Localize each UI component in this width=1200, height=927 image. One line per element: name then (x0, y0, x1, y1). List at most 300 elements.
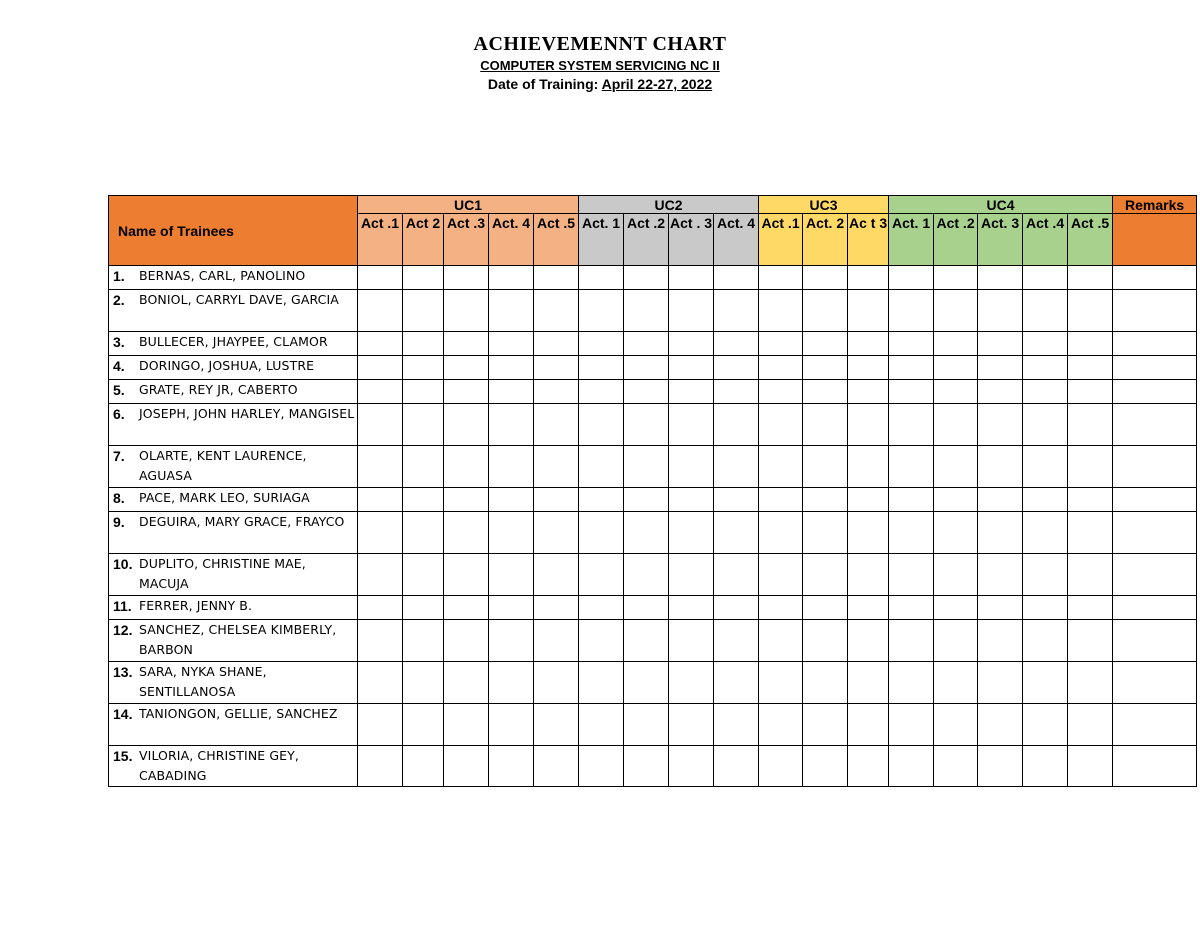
score-cell[interactable] (534, 620, 579, 662)
uc4-act-5-header: Act .5 (1068, 214, 1113, 266)
score-cell[interactable] (489, 488, 534, 512)
score-cell[interactable] (803, 704, 848, 746)
score-cell[interactable] (714, 404, 759, 446)
score-cell[interactable] (579, 332, 624, 356)
score-cell[interactable] (403, 512, 444, 554)
score-cell[interactable] (534, 446, 579, 488)
score-cell[interactable] (1068, 704, 1113, 746)
trainee-name-cell (109, 488, 358, 512)
score-cell[interactable] (1068, 356, 1113, 380)
score-cell[interactable] (759, 446, 803, 488)
score-cell[interactable] (1023, 746, 1068, 787)
score-cell[interactable] (889, 380, 934, 404)
score-cell[interactable] (444, 356, 489, 380)
score-cell[interactable] (669, 512, 714, 554)
score-cell[interactable] (1068, 596, 1113, 620)
score-cell[interactable] (889, 620, 934, 662)
score-cell[interactable] (889, 332, 934, 356)
score-cell[interactable] (714, 266, 759, 290)
score-cell[interactable] (803, 380, 848, 404)
score-cell[interactable] (624, 356, 669, 380)
score-cell[interactable] (714, 704, 759, 746)
score-cell[interactable] (714, 662, 759, 704)
trainee-name: DORINGO, JOSHUA, LUSTRE (139, 358, 315, 373)
score-cell[interactable] (534, 704, 579, 746)
score-cell[interactable] (803, 356, 848, 380)
score-cell[interactable] (714, 356, 759, 380)
score-cell[interactable] (978, 404, 1023, 446)
score-cell[interactable] (579, 266, 624, 290)
trainee-name: OLARTE, KENT LAURENCE, AGUASA (139, 448, 307, 483)
score-cell[interactable] (759, 704, 803, 746)
score-cell[interactable] (403, 488, 444, 512)
score-cell[interactable] (579, 554, 624, 596)
score-cell[interactable] (978, 746, 1023, 787)
score-cell[interactable] (934, 446, 978, 488)
score-cell[interactable] (759, 596, 803, 620)
score-cell[interactable] (403, 290, 444, 332)
score-cell[interactable] (978, 332, 1023, 356)
remarks-cell[interactable] (1113, 554, 1197, 596)
score-cell[interactable] (444, 512, 489, 554)
remarks-cell[interactable] (1113, 704, 1197, 746)
score-cell[interactable] (1068, 662, 1113, 704)
score-cell[interactable] (669, 662, 714, 704)
trainee-name-cell (109, 746, 358, 787)
score-cell[interactable] (889, 404, 934, 446)
score-cell[interactable] (848, 332, 889, 356)
trainee-name: SARA, NYKA SHANE, SENTILLANOSA (139, 664, 267, 699)
score-cell[interactable] (534, 596, 579, 620)
score-cell[interactable] (358, 290, 403, 332)
remarks-cell[interactable] (1113, 446, 1197, 488)
score-cell[interactable] (579, 620, 624, 662)
trainee-name-cell (109, 446, 358, 488)
score-cell[interactable] (978, 446, 1023, 488)
score-cell[interactable] (714, 620, 759, 662)
score-cell[interactable] (669, 380, 714, 404)
score-cell[interactable] (978, 512, 1023, 554)
score-cell[interactable] (403, 554, 444, 596)
score-cell[interactable] (803, 596, 848, 620)
score-cell[interactable] (714, 290, 759, 332)
score-cell[interactable] (579, 380, 624, 404)
score-cell[interactable] (358, 512, 403, 554)
trainee-name-cell (109, 512, 358, 554)
score-cell[interactable] (934, 332, 978, 356)
score-cell[interactable] (489, 554, 534, 596)
score-cell[interactable] (579, 290, 624, 332)
score-cell[interactable] (579, 596, 624, 620)
score-cell[interactable] (358, 332, 403, 356)
score-cell[interactable] (534, 554, 579, 596)
score-cell[interactable] (444, 620, 489, 662)
score-cell[interactable] (1068, 746, 1113, 787)
score-cell[interactable] (848, 554, 889, 596)
score-cell[interactable] (534, 380, 579, 404)
score-cell[interactable] (934, 488, 978, 512)
score-cell[interactable] (759, 290, 803, 332)
score-cell[interactable] (714, 596, 759, 620)
score-cell[interactable] (803, 662, 848, 704)
score-cell[interactable] (889, 554, 934, 596)
trainee-number: 12. (113, 622, 133, 638)
score-cell[interactable] (489, 266, 534, 290)
score-cell[interactable] (669, 356, 714, 380)
score-cell[interactable] (803, 488, 848, 512)
score-cell[interactable] (934, 266, 978, 290)
score-cell[interactable] (358, 620, 403, 662)
score-cell[interactable] (714, 380, 759, 404)
remarks-cell[interactable] (1113, 512, 1197, 554)
score-cell[interactable] (669, 596, 714, 620)
score-cell[interactable] (934, 356, 978, 380)
score-cell[interactable] (1023, 332, 1068, 356)
score-cell[interactable] (489, 512, 534, 554)
score-cell[interactable] (624, 704, 669, 746)
score-cell[interactable] (669, 446, 714, 488)
score-cell[interactable] (978, 620, 1023, 662)
score-cell[interactable] (534, 662, 579, 704)
score-cell[interactable] (759, 356, 803, 380)
score-cell[interactable] (1023, 554, 1068, 596)
score-cell[interactable] (714, 332, 759, 356)
score-cell[interactable] (489, 380, 534, 404)
score-cell[interactable] (624, 554, 669, 596)
score-cell[interactable] (489, 332, 534, 356)
score-cell[interactable] (1068, 446, 1113, 488)
score-cell[interactable] (579, 446, 624, 488)
trainee-number: 10. (113, 556, 133, 572)
score-cell[interactable] (534, 746, 579, 787)
score-cell[interactable] (534, 332, 579, 356)
score-cell[interactable] (403, 266, 444, 290)
score-cell[interactable] (403, 380, 444, 404)
score-cell[interactable] (444, 290, 489, 332)
score-cell[interactable] (403, 404, 444, 446)
score-cell[interactable] (669, 332, 714, 356)
score-cell[interactable] (714, 554, 759, 596)
score-cell[interactable] (624, 512, 669, 554)
score-cell[interactable] (403, 704, 444, 746)
score-cell[interactable] (624, 380, 669, 404)
score-cell[interactable] (534, 356, 579, 380)
trainee-name-cell (109, 704, 358, 746)
trainee-name: SANCHEZ, CHELSEA KIMBERLY, BARBON (139, 622, 337, 657)
score-cell[interactable] (934, 554, 978, 596)
score-cell[interactable] (934, 746, 978, 787)
remarks-cell[interactable] (1113, 596, 1197, 620)
score-cell[interactable] (1068, 332, 1113, 356)
score-cell[interactable] (358, 356, 403, 380)
score-cell[interactable] (534, 488, 579, 512)
score-cell[interactable] (669, 404, 714, 446)
score-cell[interactable] (624, 662, 669, 704)
score-cell[interactable] (1023, 380, 1068, 404)
score-cell[interactable] (1023, 488, 1068, 512)
trainee-name-cell (109, 620, 358, 662)
remarks-cell[interactable] (1113, 332, 1197, 356)
score-cell[interactable] (889, 746, 934, 787)
score-cell[interactable] (624, 332, 669, 356)
score-cell[interactable] (934, 596, 978, 620)
remarks-cell[interactable] (1113, 488, 1197, 512)
score-cell[interactable] (759, 554, 803, 596)
score-cell[interactable] (358, 662, 403, 704)
remarks-cell[interactable] (1113, 620, 1197, 662)
score-cell[interactable] (803, 332, 848, 356)
score-cell[interactable] (803, 620, 848, 662)
score-cell[interactable] (848, 290, 889, 332)
remarks-cell[interactable] (1113, 290, 1197, 332)
score-cell[interactable] (759, 404, 803, 446)
page-subtitle: COMPUTER SYSTEM SERVICING NC II (480, 58, 720, 73)
score-cell[interactable] (624, 290, 669, 332)
score-cell[interactable] (978, 266, 1023, 290)
score-cell[interactable] (889, 446, 934, 488)
score-cell[interactable] (803, 446, 848, 488)
score-cell[interactable] (714, 488, 759, 512)
score-cell[interactable] (358, 266, 403, 290)
score-cell[interactable] (889, 596, 934, 620)
score-cell[interactable] (489, 356, 534, 380)
score-cell[interactable] (978, 356, 1023, 380)
score-cell[interactable] (403, 332, 444, 356)
score-cell[interactable] (403, 356, 444, 380)
score-cell[interactable] (624, 446, 669, 488)
score-cell[interactable] (669, 746, 714, 787)
score-cell[interactable] (444, 446, 489, 488)
table-row (109, 512, 1197, 554)
score-cell[interactable] (444, 554, 489, 596)
score-cell[interactable] (403, 596, 444, 620)
score-cell[interactable] (978, 290, 1023, 332)
score-cell[interactable] (358, 380, 403, 404)
trainee-number: 4. (113, 358, 125, 374)
score-cell[interactable] (934, 662, 978, 704)
score-cell[interactable] (358, 446, 403, 488)
score-cell[interactable] (444, 662, 489, 704)
score-cell[interactable] (1068, 488, 1113, 512)
score-cell[interactable] (489, 290, 534, 332)
uc1-act-2-header: Act 2 (403, 214, 444, 266)
score-cell[interactable] (669, 704, 714, 746)
score-cell[interactable] (889, 488, 934, 512)
score-cell[interactable] (669, 620, 714, 662)
score-cell[interactable] (489, 404, 534, 446)
score-cell[interactable] (1068, 266, 1113, 290)
score-cell[interactable] (1068, 290, 1113, 332)
score-cell[interactable] (1068, 512, 1113, 554)
score-cell[interactable] (848, 662, 889, 704)
score-cell[interactable] (1023, 266, 1068, 290)
score-cell[interactable] (978, 662, 1023, 704)
score-cell[interactable] (848, 356, 889, 380)
score-cell[interactable] (848, 620, 889, 662)
score-cell[interactable] (848, 488, 889, 512)
score-cell[interactable] (403, 446, 444, 488)
score-cell[interactable] (489, 596, 534, 620)
score-cell[interactable] (489, 662, 534, 704)
score-cell[interactable] (1023, 704, 1068, 746)
trainee-name-cell (109, 554, 358, 596)
score-cell[interactable] (1023, 446, 1068, 488)
score-cell[interactable] (803, 266, 848, 290)
score-cell[interactable] (934, 620, 978, 662)
score-cell[interactable] (934, 512, 978, 554)
score-cell[interactable] (403, 746, 444, 787)
remarks-cell[interactable] (1113, 662, 1197, 704)
score-cell[interactable] (489, 704, 534, 746)
score-cell[interactable] (624, 596, 669, 620)
score-cell[interactable] (624, 746, 669, 787)
score-cell[interactable] (444, 332, 489, 356)
score-cell[interactable] (889, 512, 934, 554)
score-cell[interactable] (444, 488, 489, 512)
score-cell[interactable] (1068, 620, 1113, 662)
score-cell[interactable] (444, 404, 489, 446)
score-cell[interactable] (759, 266, 803, 290)
date-label: Date of Training: (487, 76, 599, 92)
score-cell[interactable] (759, 332, 803, 356)
score-cell[interactable] (579, 356, 624, 380)
score-cell[interactable] (978, 554, 1023, 596)
score-cell[interactable] (489, 446, 534, 488)
score-cell[interactable] (934, 290, 978, 332)
score-cell[interactable] (1023, 662, 1068, 704)
score-cell[interactable] (669, 554, 714, 596)
remarks-cell[interactable] (1113, 380, 1197, 404)
score-cell[interactable] (934, 704, 978, 746)
score-cell[interactable] (978, 596, 1023, 620)
score-cell[interactable] (1068, 380, 1113, 404)
score-cell[interactable] (848, 596, 889, 620)
score-cell[interactable] (534, 404, 579, 446)
score-cell[interactable] (848, 446, 889, 488)
score-cell[interactable] (803, 554, 848, 596)
score-cell[interactable] (444, 380, 489, 404)
trainee-name: VILORIA, CHRISTINE GEY, CABADING (139, 748, 299, 783)
remarks-cell[interactable] (1113, 356, 1197, 380)
score-cell[interactable] (624, 488, 669, 512)
score-cell[interactable] (403, 662, 444, 704)
score-cell[interactable] (358, 704, 403, 746)
uc1-header: UC1 (358, 196, 579, 214)
score-cell[interactable] (403, 620, 444, 662)
score-cell[interactable] (358, 404, 403, 446)
score-cell[interactable] (358, 488, 403, 512)
score-cell[interactable] (978, 380, 1023, 404)
score-cell[interactable] (848, 404, 889, 446)
score-cell[interactable] (358, 746, 403, 787)
score-cell[interactable] (934, 404, 978, 446)
score-cell[interactable] (1023, 290, 1068, 332)
score-cell[interactable] (714, 446, 759, 488)
score-cell[interactable] (1023, 404, 1068, 446)
score-cell[interactable] (803, 404, 848, 446)
score-cell[interactable] (759, 662, 803, 704)
score-cell[interactable] (1023, 512, 1068, 554)
score-cell[interactable] (803, 290, 848, 332)
uc4-act-3-header: Act. 3 (978, 214, 1023, 266)
score-cell[interactable] (978, 704, 1023, 746)
trainee-number: 13. (113, 664, 133, 680)
remarks-cell[interactable] (1113, 746, 1197, 787)
score-cell[interactable] (759, 380, 803, 404)
score-cell[interactable] (534, 266, 579, 290)
score-cell[interactable] (579, 704, 624, 746)
score-cell[interactable] (889, 266, 934, 290)
score-cell[interactable] (489, 620, 534, 662)
score-cell[interactable] (759, 488, 803, 512)
score-cell[interactable] (489, 746, 534, 787)
score-cell[interactable] (803, 512, 848, 554)
trainee-number: 11. (113, 598, 132, 614)
score-cell[interactable] (759, 620, 803, 662)
score-cell[interactable] (444, 266, 489, 290)
score-cell[interactable] (848, 266, 889, 290)
score-cell[interactable] (444, 746, 489, 787)
score-cell[interactable] (803, 746, 848, 787)
score-cell[interactable] (714, 746, 759, 787)
score-cell[interactable] (1023, 356, 1068, 380)
score-cell[interactable] (714, 512, 759, 554)
score-cell[interactable] (848, 746, 889, 787)
trainee-name: JOSEPH, JOHN HARLEY, MANGISEL (139, 406, 355, 421)
score-cell[interactable] (444, 596, 489, 620)
score-cell[interactable] (669, 488, 714, 512)
score-cell[interactable] (978, 488, 1023, 512)
trainee-name: DEGUIRA, MARY GRACE, FRAYCO (139, 514, 345, 529)
score-cell[interactable] (1068, 554, 1113, 596)
score-cell[interactable] (358, 596, 403, 620)
uc4-header: UC4 (889, 196, 1113, 214)
score-cell[interactable] (579, 488, 624, 512)
score-cell[interactable] (624, 620, 669, 662)
score-cell[interactable] (889, 662, 934, 704)
score-cell[interactable] (1068, 404, 1113, 446)
score-cell[interactable] (579, 746, 624, 787)
score-cell[interactable] (624, 266, 669, 290)
score-cell[interactable] (889, 356, 934, 380)
score-cell[interactable] (759, 512, 803, 554)
score-cell[interactable] (934, 380, 978, 404)
score-cell[interactable] (624, 404, 669, 446)
score-cell[interactable] (759, 746, 803, 787)
score-cell[interactable] (444, 704, 489, 746)
score-cell[interactable] (579, 404, 624, 446)
score-cell[interactable] (848, 380, 889, 404)
score-cell[interactable] (669, 266, 714, 290)
trainee-number: 15. (113, 748, 133, 764)
remarks-cell[interactable] (1113, 404, 1197, 446)
score-cell[interactable] (534, 290, 579, 332)
uc1-act-1-header: Act .1 (358, 214, 403, 266)
score-cell[interactable] (1023, 596, 1068, 620)
score-cell[interactable] (534, 512, 579, 554)
remarks-header: Remarks (1113, 196, 1197, 214)
score-cell[interactable] (848, 704, 889, 746)
score-cell[interactable] (889, 290, 934, 332)
score-cell[interactable] (1023, 620, 1068, 662)
score-cell[interactable] (669, 290, 714, 332)
remarks-cell[interactable] (1113, 266, 1197, 290)
score-cell[interactable] (579, 512, 624, 554)
score-cell[interactable] (579, 662, 624, 704)
score-cell[interactable] (848, 512, 889, 554)
score-cell[interactable] (889, 704, 934, 746)
score-cell[interactable] (358, 554, 403, 596)
